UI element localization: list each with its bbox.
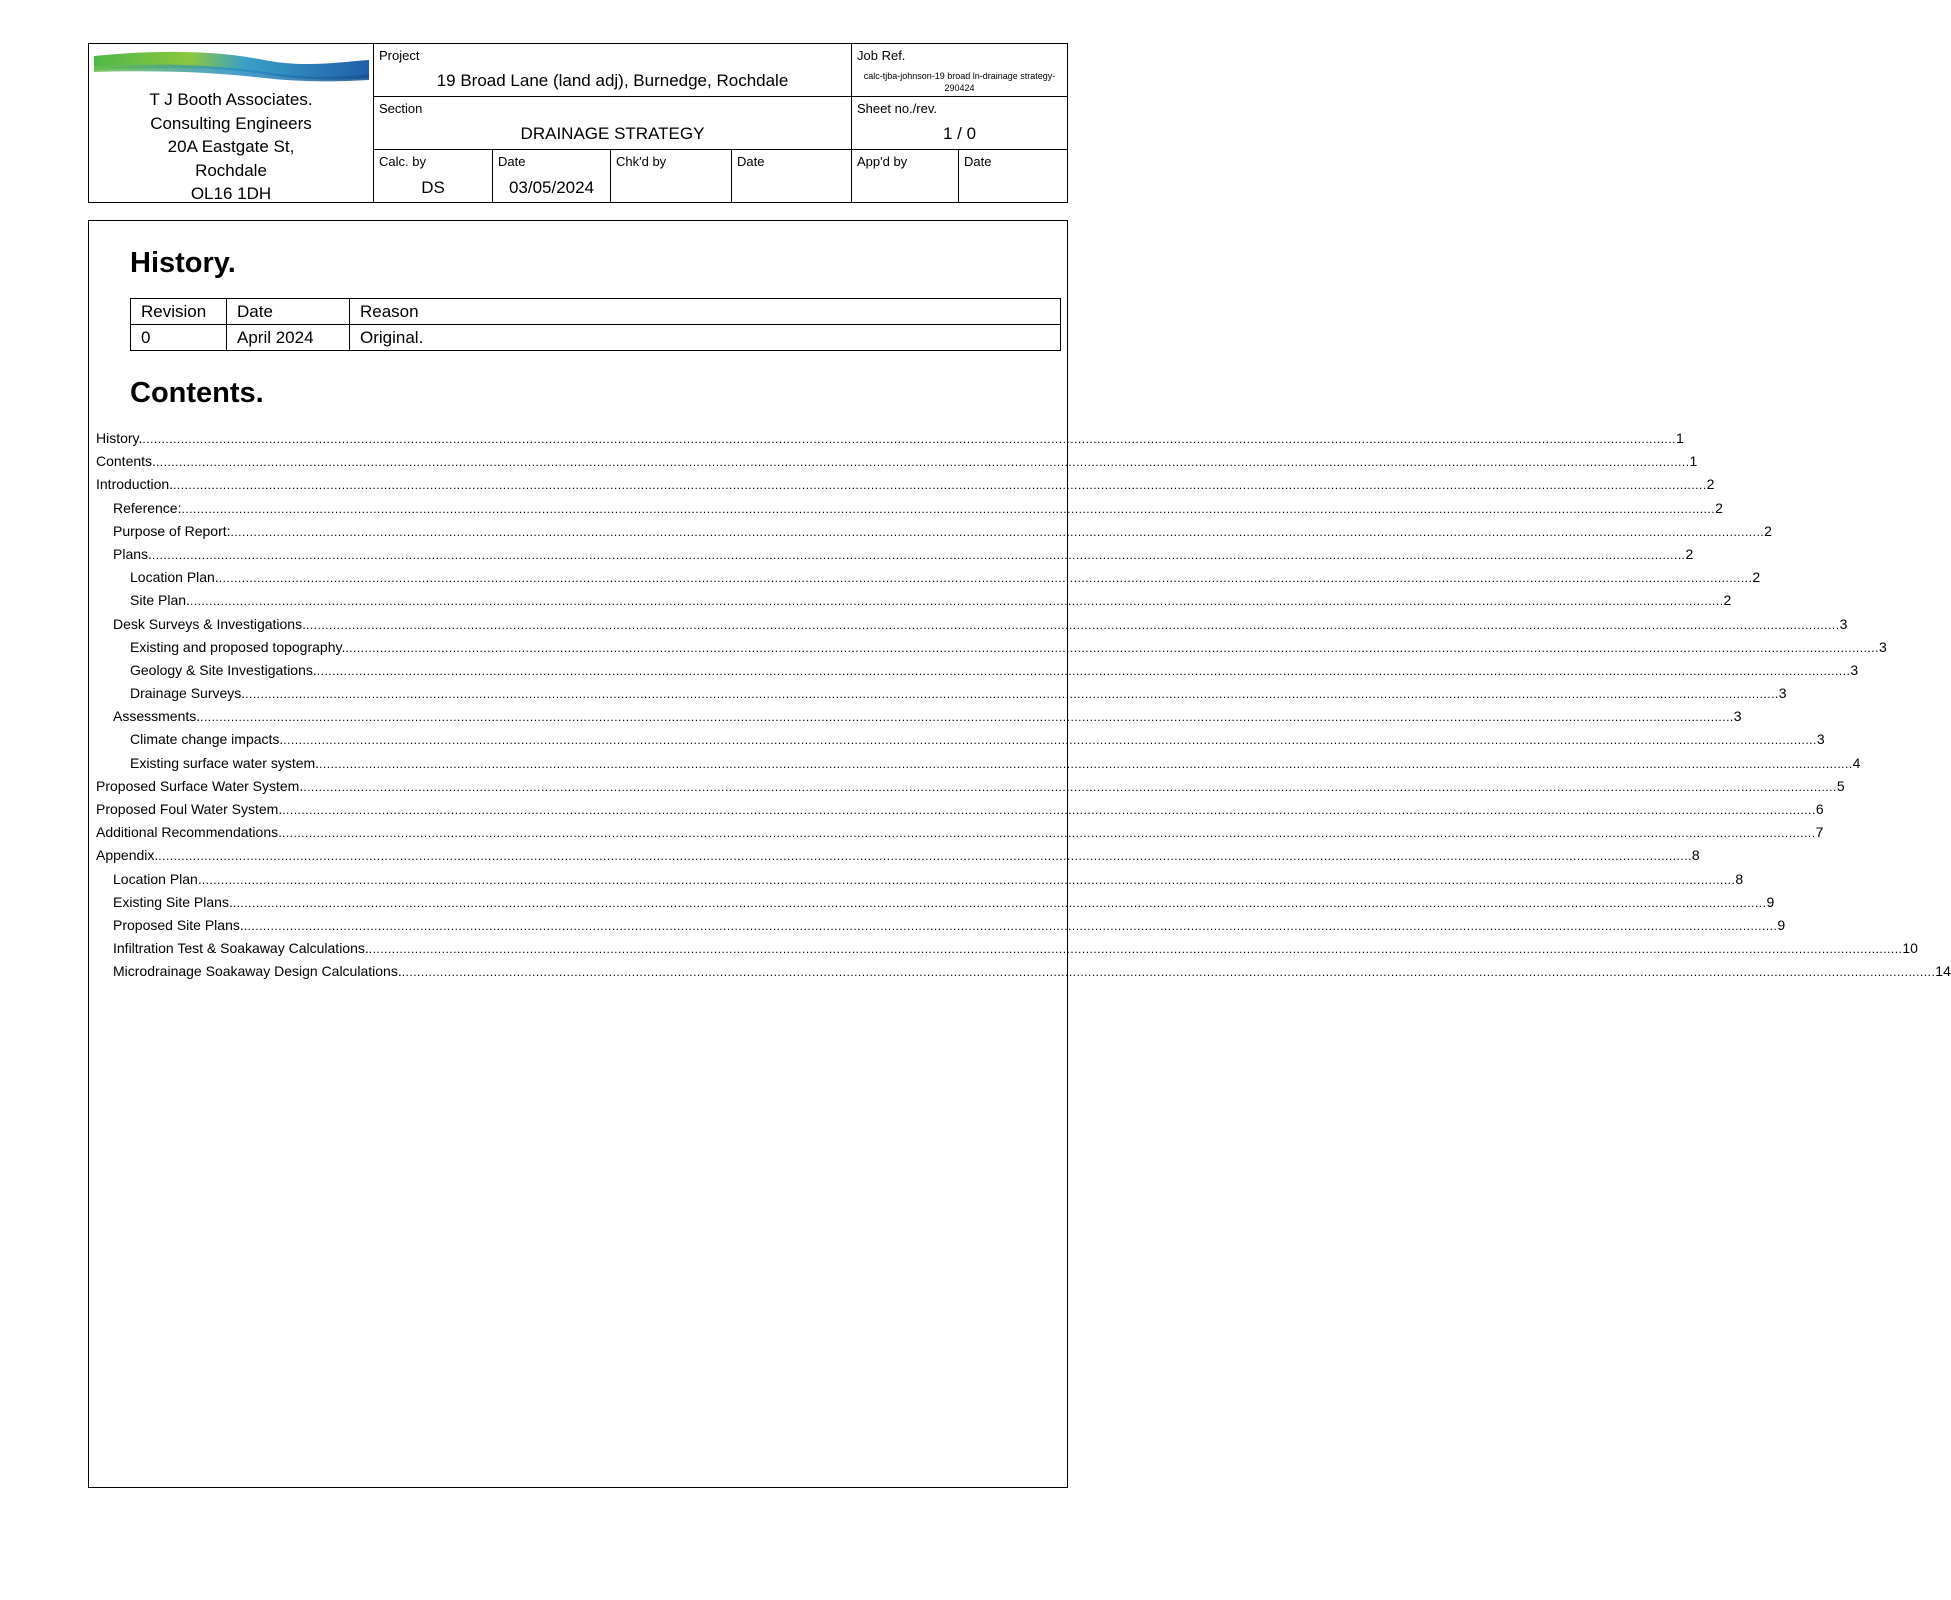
history-header-revision: Revision (131, 299, 227, 325)
company-block (89, 44, 374, 202)
toc-leader-dots: ................................................................................................................................................................................................................................................................................................................................................................................................................ (200, 710, 1734, 725)
sheet-label: Sheet no./rev. (857, 101, 937, 116)
history-heading: History. (130, 247, 236, 279)
toc-entry-page: 2 (1723, 592, 1732, 609)
toc-entry-title: Existing surface water system. (130, 754, 320, 771)
toc-entry[interactable] (96, 543, 1694, 566)
chk-date-cell (732, 150, 852, 202)
toc-entry[interactable] (96, 775, 1845, 798)
toc-entry[interactable] (96, 937, 1918, 960)
toc-entry[interactable] (96, 427, 1684, 450)
toc-entry[interactable] (96, 589, 1732, 612)
toc-entry-title: Proposed Surface Water System. (96, 777, 304, 794)
toc-leader-dots: ................................................................................................................................................................................................................................................................................................................................................................................................................ (282, 826, 1816, 841)
toc-leader-dots: ................................................................................................................................................................................................................................................................................................................................................................................................................ (282, 803, 1816, 817)
toc-entry[interactable] (96, 659, 1859, 682)
toc-entry-page: 4 (1852, 754, 1861, 771)
appdby-label: App'd by (857, 154, 908, 169)
toc-entry-page: 1 (1676, 430, 1684, 446)
toc-entry-page: 9 (1777, 916, 1786, 933)
jobref-cell (852, 44, 1067, 97)
toc-leader-dots: ................................................................................................................................................................................................................................................................................................................................................................................................................ (305, 617, 1840, 632)
toc-entry-page: 3 (1878, 638, 1887, 655)
toc-leader-dots: ................................................................................................................................................................................................................................................................................................................................................................................................................ (345, 640, 1879, 655)
calc-date-value: 03/05/2024 (508, 178, 595, 197)
toc-entry-title: Location Plan. (130, 569, 219, 586)
calc-date-label: Date (498, 154, 526, 169)
toc-entry[interactable] (96, 752, 1861, 775)
toc-entry-title: Existing and proposed topography. (130, 638, 346, 655)
appdby-cell (852, 150, 959, 202)
toc-entry-page: 14 (1935, 963, 1951, 980)
toc-leader-dots: ................................................................................................................................................................................................................................................................................................................................................................................................................ (283, 733, 1817, 748)
company-postcode: OL16 1DH (190, 184, 272, 203)
toc-entry[interactable] (96, 473, 1715, 496)
app-date-label: Date (964, 154, 992, 169)
toc-leader-dots: ................................................................................................................................................................................................................................................................................................................................................................................................................ (151, 547, 1686, 562)
toc-entry-page: 9 (1766, 893, 1775, 910)
toc-entry[interactable] (96, 728, 1825, 751)
toc-entry-title: Proposed Site Plans. (113, 916, 244, 933)
app-date-cell (959, 150, 1067, 202)
toc-entry-page: 5 (1836, 777, 1845, 794)
company-street: 20A Eastgate St, (167, 137, 295, 156)
toc-leader-dots: ................................................................................................................................................................................................................................................................................................................................................................................................................ (181, 501, 1716, 516)
calcby-label: Calc. by (379, 154, 426, 169)
project-label: Project (379, 48, 420, 63)
company-name: T J Booth Associates. (149, 90, 313, 109)
toc-entry-title: Purpose of Report: (113, 522, 231, 539)
jobref-value: calc-tjba-johnson-19 broad ln-drainage strategy-290424 (863, 71, 1056, 93)
toc-leader-dots: ................................................................................................................................................................................................................................................................................................................................................................................................................ (158, 849, 1692, 864)
toc-leader-dots: ................................................................................................................................................................................................................................................................................................................................................................................................................ (319, 756, 1853, 771)
contents-heading: Contents. (130, 377, 264, 409)
toc-entry-title: Site Plan. (130, 592, 190, 609)
toc-entry-title: Introduction. (96, 476, 174, 493)
sheet-value: 1 / 0 (942, 124, 977, 143)
company-town: Rochdale (195, 160, 267, 180)
toc-entry[interactable] (96, 960, 1951, 983)
toc-entry-page: 10 (1902, 940, 1918, 957)
toc-leader-dots: ................................................................................................................................................................................................................................................................................................................................................................................................................ (245, 687, 1779, 702)
toc-entry[interactable] (96, 636, 1887, 659)
toc-entry[interactable] (96, 798, 1824, 821)
title-block (88, 43, 1068, 203)
toc-entry[interactable] (96, 844, 1700, 867)
toc-entry-title: Geology & Site Investigations. (130, 661, 317, 678)
calc-date-cell (493, 150, 611, 202)
toc-entry-title: Drainage Surveys. (130, 685, 246, 702)
section-cell (374, 97, 852, 150)
toc-entry-page: 2 (1715, 499, 1723, 516)
jobref-label: Job Ref. (857, 48, 906, 63)
toc-leader-dots: ................................................................................................................................................................................................................................................................................................................................................................................................................ (401, 965, 1936, 980)
project-value: 19 Broad Lane (land adj), Burnedge, Rochdale (436, 71, 789, 90)
toc-leader-dots: ................................................................................................................................................................................................................................................................................................................................................................................................................ (243, 918, 1778, 933)
toc-entry-title: Climate change impacts. (130, 731, 284, 748)
toc-entry[interactable] (96, 868, 1744, 891)
toc-entry[interactable] (96, 891, 1775, 914)
history-header-date: Date (227, 299, 350, 325)
sheet-cell (852, 97, 1067, 150)
toc-entry-page: 2 (1752, 569, 1761, 586)
toc-entry-page: 3 (1839, 615, 1848, 632)
toc-entry-title: Appendix. (96, 847, 159, 864)
toc-entry[interactable] (96, 914, 1786, 937)
history-reason: Original. (350, 325, 1061, 351)
toc-entry-title: Existing Site Plans. (113, 893, 233, 910)
toc-entry-page: 2 (1706, 476, 1715, 493)
toc-entry-page: 3 (1778, 685, 1787, 702)
chk-date-label: Date (737, 154, 765, 169)
toc-leader-dots: ................................................................................................................................................................................................................................................................................................................................................................................................................ (368, 942, 1903, 957)
toc-entry-page: 2 (1685, 545, 1694, 562)
chkdby-cell (611, 150, 732, 202)
toc-leader-dots: ................................................................................................................................................................................................................................................................................................................................................................................................................ (201, 872, 1736, 887)
history-date: April 2024 (227, 325, 350, 351)
chkdby-label: Chk'd by (616, 154, 667, 169)
toc-entry-title: Microdrainage Soakaway Design Calculations. (113, 963, 402, 980)
toc-entry-title: Infiltration Test & Soakaway Calculations. (113, 940, 369, 957)
toc-entry-page: 7 (1815, 824, 1824, 841)
toc-entry[interactable] (96, 450, 1698, 473)
history-table (130, 298, 1061, 351)
toc-entry[interactable] (96, 497, 1723, 520)
toc-leader-dots: ................................................................................................................................................................................................................................................................................................................................................................................................................ (230, 524, 1765, 539)
toc-entry-title: Reference: (113, 499, 182, 516)
history-row (131, 325, 1061, 351)
toc-entry-page: 2 (1764, 522, 1772, 539)
toc-entry[interactable] (96, 520, 1772, 543)
toc-entry-title: Assessments. (113, 708, 201, 725)
project-cell (374, 44, 852, 97)
toc-entry-page: 3 (1816, 731, 1825, 748)
toc-entry-title: Additional Recommendations. (96, 824, 282, 841)
toc-leader-dots: ................................................................................................................................................................................................................................................................................................................................................................................................................ (232, 895, 1767, 910)
toc-entry-title: Proposed Foul Water System. (96, 801, 283, 817)
toc-leader-dots: ................................................................................................................................................................................................................................................................................................................................................................................................................ (303, 779, 1837, 794)
calcby-cell (374, 150, 493, 202)
toc-leader-dots: ................................................................................................................................................................................................................................................................................................................................................................................................................ (142, 432, 1677, 446)
toc-entry[interactable] (96, 705, 1742, 728)
toc-leader-dots: ................................................................................................................................................................................................................................................................................................................................................................................................................ (189, 594, 1724, 609)
toc-entry[interactable] (96, 682, 1787, 705)
toc-entry-page: 8 (1735, 870, 1744, 887)
company-logo (94, 48, 369, 82)
toc-entry-page: 1 (1689, 453, 1698, 470)
toc-leader-dots: ................................................................................................................................................................................................................................................................................................................................................................................................................ (173, 478, 1707, 493)
toc-entry[interactable] (96, 566, 1761, 589)
toc-leader-dots: ................................................................................................................................................................................................................................................................................................................................................................................................................ (316, 663, 1851, 678)
section-value: DRAINAGE STRATEGY (520, 124, 705, 143)
toc-entry-page: 6 (1815, 801, 1824, 817)
history-revision: 0 (131, 325, 227, 351)
toc-entry-title: Location Plan. (113, 870, 202, 887)
table-of-contents (96, 427, 1951, 984)
toc-entry-page: 3 (1850, 661, 1859, 678)
toc-entry-page: 8 (1691, 847, 1700, 864)
toc-entry[interactable] (96, 821, 1824, 844)
section-label: Section (379, 101, 423, 116)
toc-entry-title: History. (96, 430, 143, 446)
toc-entry-title: Desk Surveys & Investigations. (113, 615, 306, 632)
history-header-reason: Reason (350, 299, 1061, 325)
calcby-value: DS (421, 178, 445, 197)
toc-entry-page: 3 (1733, 708, 1742, 725)
company-type: Consulting Engineers (150, 113, 312, 133)
history-header-row (131, 299, 1061, 325)
toc-entry-title: Contents. (96, 453, 156, 470)
toc-entry-title: Plans. (113, 545, 152, 562)
toc-leader-dots: ................................................................................................................................................................................................................................................................................................................................................................................................................ (218, 571, 1753, 586)
toc-entry[interactable] (96, 613, 1848, 636)
toc-leader-dots: ................................................................................................................................................................................................................................................................................................................................................................................................................ (155, 455, 1690, 470)
